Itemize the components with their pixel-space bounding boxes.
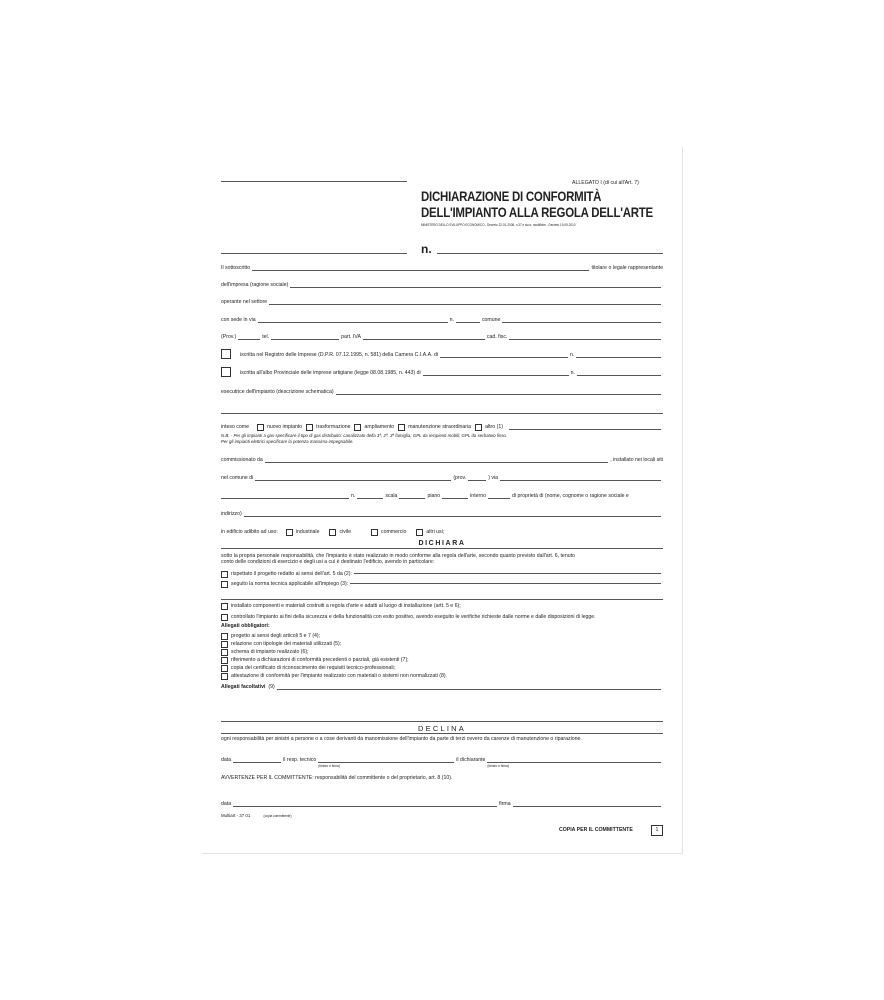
label-sottoscritto: Il sottoscritto: [221, 265, 251, 271]
obbligatorio-item-6: [221, 673, 447, 680]
field-n[interactable]: [456, 322, 480, 323]
label-indirizzo: indirizzo): [221, 511, 242, 517]
registro-checkbox[interactable]: [221, 349, 231, 359]
row-inteso-come: [221, 423, 663, 431]
label-scala: scala: [385, 493, 398, 499]
declina-text: ogni responsabilità per sinistri a persone o a cose derivanti da manomissione dell'impianto da parte di terzi ovvero da carenze di manutenzione o riparazione.: [221, 736, 582, 742]
header-left-line: [221, 253, 407, 254]
checkbox-componenti[interactable]: [221, 603, 228, 610]
checkbox[interactable]: [221, 633, 228, 640]
number-field[interactable]: [437, 253, 663, 254]
label-nel-comune: nel comune di: [221, 475, 254, 481]
item-label: seguito la norma tecnica applicabile all'impiego (3):: [231, 581, 349, 587]
label-dichiarante: il dichiarante: [456, 757, 486, 763]
timbro-firma-1: (timbro e firma): [318, 763, 340, 768]
label-albo: iscritta all'albo Provinciale delle imprese artigiane (legge 08.08.1985, n. 443) di: [240, 370, 421, 376]
field-registro-n[interactable]: [576, 357, 661, 358]
field-norma[interactable]: [350, 583, 661, 584]
row-commissionato: [221, 456, 663, 464]
option-altro[interactable]: [475, 424, 503, 431]
field-settore[interactable]: [269, 304, 661, 305]
dichiara-item-controllato: [221, 614, 596, 621]
option-trasformazione[interactable]: [306, 424, 350, 431]
label-inteso-come: inteso come: [221, 424, 249, 430]
row-comune: [221, 474, 663, 482]
row-data-firma: [221, 800, 663, 808]
checkbox[interactable]: [221, 665, 228, 672]
checkbox-controllato[interactable]: [221, 614, 228, 621]
field-interno[interactable]: [488, 498, 510, 499]
row-facoltativi: [221, 683, 663, 691]
header-top-line: [221, 181, 407, 182]
field-prov2[interactable]: [468, 480, 486, 481]
dichiara-item-progetto: [221, 571, 663, 578]
field-civico[interactable]: [221, 498, 349, 499]
allegati-obbligatori-heading: Allegati obbligatori:: [221, 623, 270, 629]
checkbox-progetto[interactable]: [221, 571, 228, 578]
checkbox-norma[interactable]: [221, 581, 228, 588]
label-settore: operante nel settore: [221, 299, 268, 305]
field-indirizzo[interactable]: [244, 516, 661, 517]
checkbox[interactable]: [257, 424, 264, 431]
checkbox[interactable]: [398, 424, 405, 431]
label-commissionato: commissionato da: [221, 457, 263, 463]
field-albo[interactable]: [423, 375, 569, 376]
item-label: riferimento a dichiarazioni di conformità precedenti o parziali, già esistenti (7);: [231, 657, 409, 663]
code-text: Multiart - 37 01: [221, 813, 251, 818]
label-codfisc: cad. fisc.: [486, 334, 508, 340]
option-manutenzione[interactable]: [398, 424, 471, 431]
note-elettrici: Per gli impianti elettrici specificare la potenza massima impegnabile.: [221, 439, 354, 444]
field-commissionato[interactable]: [265, 462, 608, 463]
allegato-text: ALLEGATO I: [572, 180, 602, 186]
checkbox[interactable]: [306, 424, 313, 431]
allegato-label: [572, 180, 639, 187]
number-label: n.: [421, 242, 432, 256]
obbligatorio-item-1: [221, 633, 320, 640]
field-firma[interactable]: [513, 806, 661, 807]
field-via[interactable]: [258, 322, 448, 323]
label-facoltativi-ref: (9): [268, 684, 275, 690]
copy-label: COPIA PER IL COMMITTENTE: [559, 827, 633, 833]
option-label: nuovo impianto: [266, 424, 303, 430]
label-impresa: dell'impresa (ragione sociale): [221, 282, 289, 288]
row-indirizzo: [221, 510, 663, 518]
option-label: industriale: [295, 529, 320, 535]
row-albo: [221, 369, 663, 377]
label-n: n.: [449, 317, 454, 323]
field-sottoscritto[interactable]: [252, 270, 589, 271]
label-comune: comune: [481, 317, 501, 323]
field-n2[interactable]: [357, 498, 383, 499]
field-footer-data[interactable]: [233, 806, 497, 807]
row-settore: [221, 298, 663, 306]
field-resp-tecnico[interactable]: [318, 762, 454, 768]
field-albo-n[interactable]: [577, 375, 661, 376]
option-label: altro (1): [485, 424, 503, 430]
avvertenze: AVVERTENZE PER IL COMMITTENTE: responsabilità del committente o del proprietario, art. 8 (10).: [221, 775, 453, 781]
label-tel: tel.: [262, 334, 270, 340]
obbligatorio-item-3: [221, 649, 309, 656]
checkbox[interactable]: [475, 424, 482, 431]
title-line-2: DELL'IMPIANTO ALLA REGOLA DELL'ARTE: [421, 204, 653, 220]
row-firme: [221, 756, 663, 768]
label-prov: (Prov.): [221, 334, 237, 340]
checkbox[interactable]: [371, 529, 378, 536]
ministry-reference: MINISTERO DELLO SVILUPPO ECONOMICO - Decreto 22-01-2008, n.37 e succ. modifiche - Decreto 19-05-2010: [421, 223, 576, 227]
timbro-firma-2: (timbro e firma): [487, 763, 510, 768]
obbligatorio-item-4: [221, 657, 409, 664]
row-edificio: [221, 528, 663, 536]
label-data: data: [221, 757, 232, 763]
label-resp-tecnico: il resp. tecnico: [283, 757, 317, 763]
dichiara-item-norma: [221, 581, 663, 588]
item-label: rispettato il progetto redatto ai sensi dell'art. 5 da (2):: [231, 571, 352, 577]
field-piano[interactable]: [442, 498, 468, 499]
note-gas: N.B. - Per gli impianti a gas specificare il tipo di gas distribuito: canalizzato della 1ª, 2ª, 3ª famiglia; GPL da recipienti mobili; GPL da serbatoio fisso.: [221, 433, 508, 438]
option-nuovo-impianto[interactable]: [257, 424, 302, 431]
checkbox[interactable]: [329, 529, 336, 536]
option-label: ampliamento: [364, 424, 395, 430]
row-prov: [221, 333, 663, 341]
checkbox[interactable]: [354, 424, 361, 431]
label-facoltativi: Allegati facoltativi: [221, 684, 266, 690]
checkbox[interactable]: [416, 529, 423, 536]
label-via: ) via: [488, 475, 498, 481]
label-sede: con sede in via: [221, 317, 256, 323]
checkbox[interactable]: [221, 649, 228, 656]
label-piva: part. IVA: [341, 334, 361, 340]
item-label: relazione con tipologie dei materiali utilizzati (5);: [231, 641, 342, 647]
option-civile[interactable]: [329, 529, 351, 536]
label-prov2: (prov.: [453, 475, 467, 481]
code-small: (copia committente): [263, 814, 292, 818]
label-interno: interno: [470, 493, 487, 499]
item-label: installato componenti e materiali costruiti a regola d'arte e adatti al luogo di installazione (artt. 5 e 6);: [231, 603, 461, 609]
label-footer-data: data: [221, 801, 232, 807]
obbligatorio-item-2: [221, 641, 341, 648]
form-code: [221, 813, 292, 819]
field-norma-line-2[interactable]: [221, 599, 663, 600]
field-altro[interactable]: [509, 429, 661, 430]
option-commercio[interactable]: [371, 529, 406, 536]
item-label: controllato l'impianto ai fini della sicurezza e della funzionalità con esito positivo, avendo eseguito le verifiche richieste dalle norme e dalle disposizioni di legge.: [231, 614, 596, 620]
allegato-ref: (di cui all'Art. 7): [603, 180, 639, 186]
dichiara-intro-1: sotto la propria personale responsabilità, che l'impianto è stato realizzato in modo conforme alla regola dell'arte, secondo quanto previsto dall'art. 6, tenuto: [221, 553, 575, 559]
checkbox[interactable]: [221, 673, 228, 680]
option-industriale[interactable]: [286, 529, 320, 536]
label-registro: iscritta nel Registro delle Imprese (D.P.R. 07.12.1995, n. 581) della Camera C.I.A.A. di: [240, 352, 438, 358]
dichiara-item-componenti: [221, 603, 461, 610]
field-via2[interactable]: [500, 480, 661, 481]
label-albo-n: n.: [570, 370, 575, 376]
obbligatorio-item-5: [221, 665, 395, 672]
title-line-1: DICHIARAZIONE DI CONFORMITÀ: [421, 188, 602, 204]
declina-top-rule: [221, 721, 663, 722]
field-scala[interactable]: [399, 498, 425, 499]
option-ampliamento[interactable]: [354, 424, 394, 431]
dichiara-intro-2: conto delle condizioni di esercizio e degli usi a cui è destinato l'edificio, avendo in particolare:: [221, 559, 435, 565]
row-scala: [221, 492, 663, 500]
row-registro: [221, 351, 663, 359]
item-label: copia del certificato di riconoscimento dei requisiti tecnico-professionali;: [231, 665, 396, 671]
option-label: trasformazione: [316, 424, 351, 430]
label-proprieta: di proprietà di (nome, cognome o ragione sociale e: [512, 493, 629, 499]
declina-heading: DECLINA: [418, 724, 466, 733]
field-registro[interactable]: [440, 357, 568, 358]
checkbox[interactable]: [221, 657, 228, 664]
dichiara-heading: DICHIARA: [418, 540, 466, 547]
option-altri-usi[interactable]: [416, 529, 444, 536]
field-esecutrice[interactable]: [336, 394, 661, 395]
albo-checkbox[interactable]: [221, 367, 231, 377]
dichiara-rule: [221, 548, 663, 549]
label-edificio: in edificio adibito ad uso:: [221, 529, 278, 535]
field-impresa[interactable]: [290, 287, 661, 288]
option-label: civile: [339, 529, 351, 535]
label-piano: piano: [427, 493, 441, 499]
option-label: manutenzione straordinaria: [408, 424, 472, 430]
label-firma: firma: [499, 801, 511, 807]
item-label: progetto ai sensi degli articoli 5 e 7 (4);: [231, 633, 321, 639]
page-number: 1: [651, 825, 663, 836]
field-tel[interactable]: [271, 339, 339, 340]
label-esecutrice: esecutrice dell'impianto (descrizione schematica): [221, 389, 334, 395]
row-sede: [221, 316, 663, 324]
row-impresa: [221, 281, 663, 289]
field-data[interactable]: [233, 762, 281, 763]
field-facoltativi[interactable]: [277, 689, 661, 690]
label-n2: n.: [351, 493, 356, 499]
field-codfisc[interactable]: [509, 339, 661, 340]
label-registro-n: n.: [570, 352, 575, 358]
label-titolare: titolare o legale rappresentante: [591, 265, 663, 271]
item-label: schema di impianto realizzato (6);: [231, 649, 309, 655]
checkbox[interactable]: [221, 641, 228, 648]
field-prov[interactable]: [238, 339, 260, 340]
option-label: commercio: [381, 529, 407, 535]
row-sottoscritto: [221, 264, 663, 272]
declina-rule: [221, 733, 663, 734]
label-installato: , installato nei locali siti: [610, 457, 663, 463]
field-comune[interactable]: [502, 322, 661, 323]
form-sheet: [202, 147, 683, 854]
field-progetto[interactable]: [354, 573, 661, 574]
field-esecutrice-line-2[interactable]: [221, 413, 663, 414]
field-nel-comune[interactable]: [255, 480, 451, 481]
field-dichiarante[interactable]: [487, 762, 661, 768]
row-esecutrice: [221, 388, 663, 396]
item-label: attestazione di conformità per l'impianto realizzato con materiali o sistemi non normalizzati (8).: [231, 673, 448, 679]
checkbox[interactable]: [286, 529, 293, 536]
option-label: altri usi;: [426, 529, 445, 535]
field-piva[interactable]: [363, 339, 485, 340]
